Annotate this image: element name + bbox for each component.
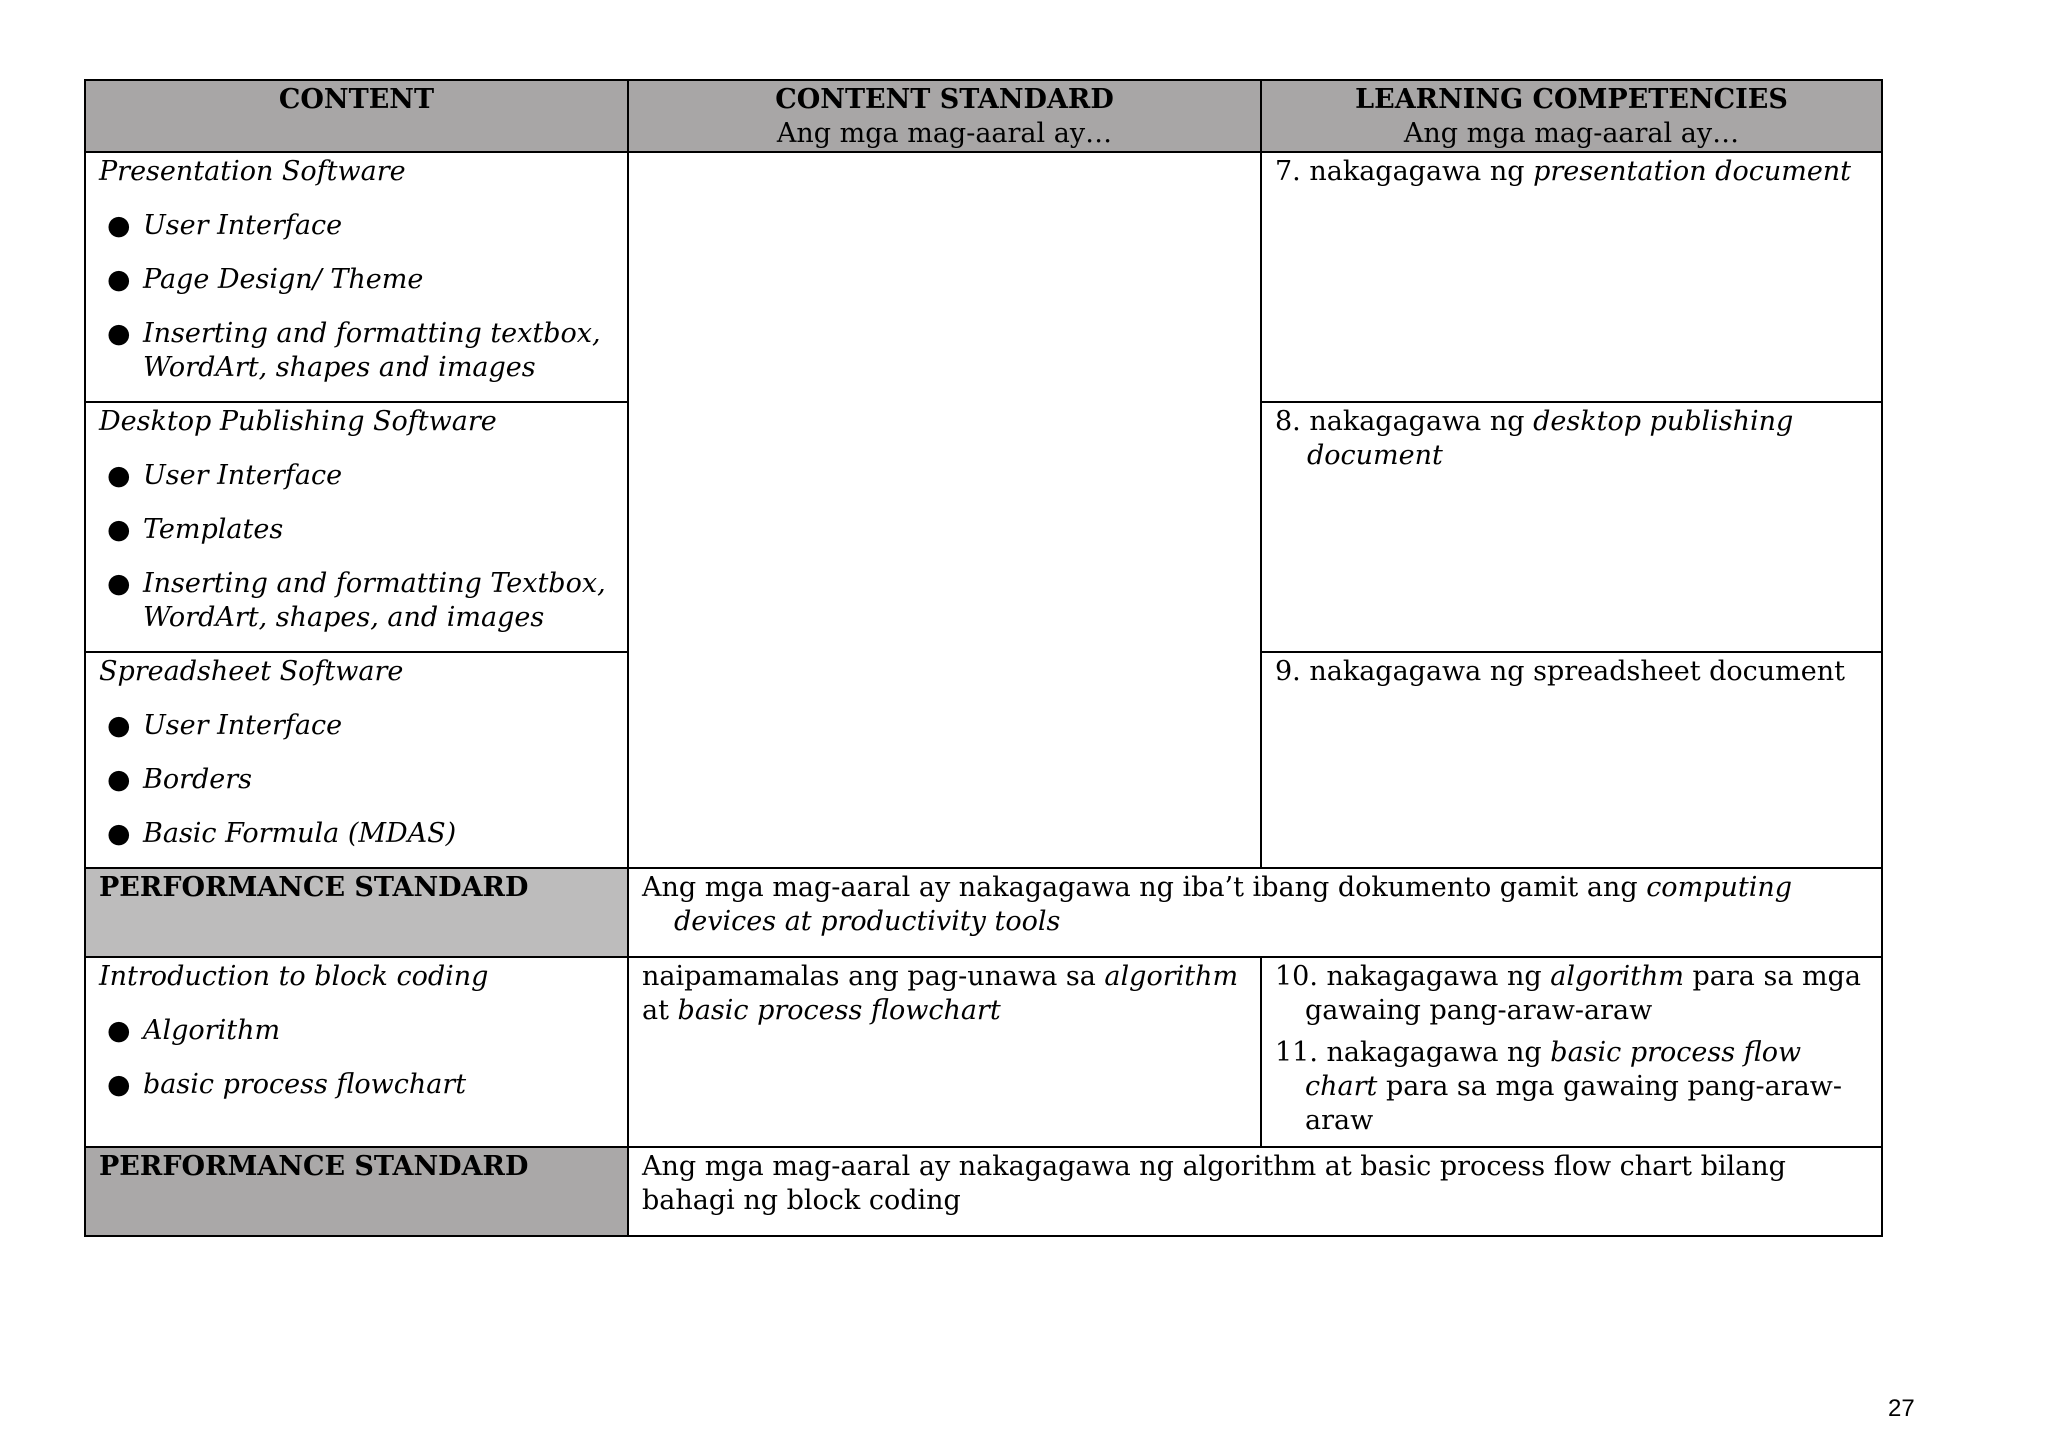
table-header-row (85, 80, 1882, 152)
header-learning-competencies-subtitle: Ang mga mag-aaral ay… (1403, 118, 1740, 149)
competency-prefix: 7. nakagagawa ng (1275, 156, 1534, 187)
bullet-text: User Interface (143, 460, 343, 491)
performance-standard-text (642, 871, 1868, 939)
table-row (85, 152, 1882, 402)
header-content (85, 80, 628, 152)
page-number: 27 (1888, 1395, 1915, 1422)
topic-title: Desktop Publishing Software (99, 406, 497, 437)
content-cell-presentation (85, 152, 628, 402)
content-cell-spreadsheet (85, 652, 628, 868)
list-item (99, 709, 614, 743)
header-learning-competencies (1261, 80, 1882, 152)
performance-standard-label: PERFORMANCE STANDARD (85, 868, 628, 957)
list-item (99, 763, 614, 797)
performance-standard-italic: computing devices at productivity tools (674, 872, 1792, 937)
topic-title: Presentation Software (99, 156, 406, 187)
bullet-text: Algorithm (143, 1015, 281, 1046)
bullet-text: Borders (143, 764, 253, 795)
topic-bullet-list (99, 209, 614, 395)
content-standard-cell-empty (628, 152, 1261, 868)
content-cell-desktop-publishing (85, 402, 628, 652)
bullet-icon: ● (107, 210, 131, 241)
bullet-text: Templates (143, 514, 284, 545)
competency-italic: desktop publishing document (1307, 406, 1794, 471)
competency-suffix: para sa mga gawaing pang-araw-araw (1305, 961, 1862, 1026)
bullet-text: Inserting and formatting textbox, WordArt, shapes and images (143, 318, 601, 383)
performance-standard-text-cell (628, 1147, 1882, 1236)
standard-italic-1: algorithm (1104, 961, 1239, 992)
list-item (99, 459, 614, 493)
competency-text (1275, 960, 1868, 1028)
bullet-text: basic process flowchart (143, 1069, 467, 1100)
curriculum-table (84, 79, 1883, 1237)
bullet-icon: ● (107, 264, 131, 295)
competency-italic: presentation document (1533, 156, 1852, 187)
competency-text (1275, 405, 1868, 473)
content-standard-cell-block-coding (628, 957, 1261, 1147)
bullet-icon: ● (107, 568, 131, 599)
header-content-standard-title: CONTENT STANDARD (775, 84, 1114, 115)
bullet-text: User Interface (143, 210, 343, 241)
content-standard-text (642, 960, 1247, 1028)
competency-prefix: 10. nakagagawa ng (1275, 961, 1551, 992)
table-row (85, 868, 1882, 957)
competency-suffix: para sa mga gawaing pang-araw-araw (1305, 1071, 1843, 1136)
bullet-icon: ● (107, 514, 131, 545)
standard-mid: at (642, 995, 678, 1026)
bullet-text: Inserting and formatting Textbox, WordArt, shapes, and images (143, 568, 606, 633)
competency-text (1275, 155, 1868, 189)
performance-standard-label: PERFORMANCE STANDARD (85, 1147, 628, 1236)
competency-cell-7 (1261, 152, 1882, 402)
content-cell-block-coding (85, 957, 628, 1147)
bullet-text: User Interface (143, 710, 343, 741)
list-item (99, 263, 614, 297)
performance-standard-prefix: Ang mga mag-aaral ay nakagagawa ng iba’t ibang dokumento gamit ang (642, 872, 1647, 903)
header-content-standard-subtitle: Ang mga mag-aaral ay… (776, 118, 1113, 149)
competency-prefix: 11. nakagagawa ng (1275, 1037, 1551, 1068)
competency-cell-9 (1261, 652, 1882, 868)
list-item (99, 209, 614, 243)
topic-bullet-list (99, 459, 614, 645)
topic-bullet-list (99, 1014, 614, 1112)
list-item (99, 567, 614, 635)
bullet-icon: ● (107, 818, 131, 849)
header-learning-competencies-title: LEARNING COMPETENCIES (1355, 84, 1788, 115)
list-item (99, 317, 614, 385)
bullet-text: Basic Formula (MDAS) (143, 818, 457, 849)
list-item (99, 1014, 614, 1048)
standard-italic-2: basic process flowchart (677, 995, 1001, 1026)
bullet-icon: ● (107, 1015, 131, 1046)
header-content-standard (628, 80, 1261, 152)
standard-prefix: naipamamalas ang pag-unawa sa (642, 961, 1105, 992)
performance-standard-text-cell (628, 868, 1882, 957)
table-row (85, 957, 1882, 1147)
list-item (99, 513, 614, 547)
competency-italic: basic process flow chart (1305, 1037, 1802, 1102)
competency-text: 9. nakagagawa ng spreadsheet document (1275, 656, 1846, 687)
bullet-icon: ● (107, 460, 131, 491)
bullet-icon: ● (107, 710, 131, 741)
performance-standard-text: Ang mga mag-aaral ay nakagagawa ng algorithm at basic process flow chart bilang bahagi ng block coding (642, 1151, 1786, 1216)
topic-bullet-list (99, 709, 614, 861)
bullet-icon: ● (107, 1069, 131, 1100)
bullet-icon: ● (107, 764, 131, 795)
competency-cell-8 (1261, 402, 1882, 652)
bullet-icon: ● (107, 318, 131, 349)
competency-italic: algorithm (1550, 961, 1684, 992)
list-item (99, 817, 614, 851)
competency-cell-10-11 (1261, 957, 1882, 1147)
header-content-title: CONTENT (278, 84, 435, 115)
bullet-text: Page Design/ Theme (143, 264, 424, 295)
competency-text (1275, 1036, 1868, 1138)
list-item (99, 1068, 614, 1102)
topic-title: Spreadsheet Software (99, 656, 404, 687)
topic-title: Introduction to block coding (99, 961, 489, 992)
table-row (85, 1147, 1882, 1236)
competency-prefix: 8. nakagagawa ng (1275, 406, 1534, 437)
